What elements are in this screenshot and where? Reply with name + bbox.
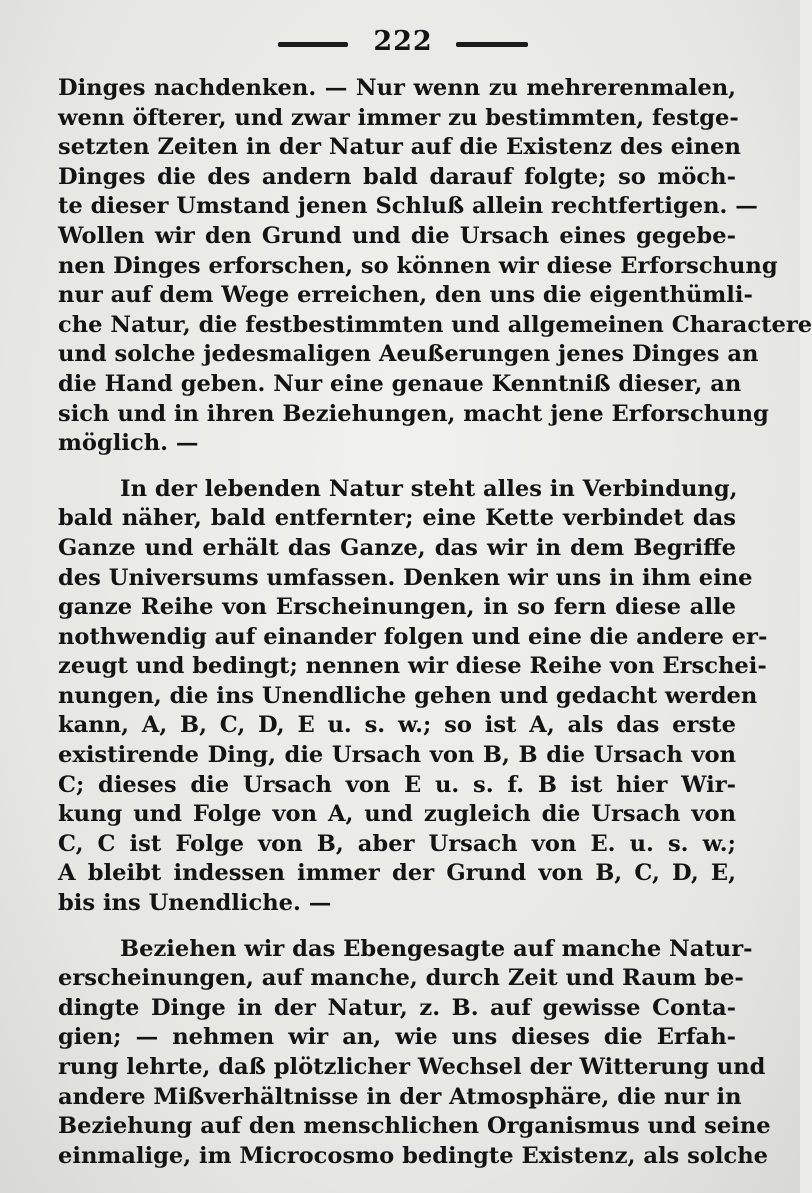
text-line: nothwendig auf einander folgen und eine die andere er- [58,623,768,650]
text-line: sich und in ihren Beziehungen, macht jene Erforschung [58,400,769,427]
text-line: kung und Folge von A, und zugleich die Ursach von [58,801,736,828]
text-line: dingte Dinge in der Natur, z. B. auf gewisse Conta- [58,994,736,1021]
text-line: kann, A, B, C, D, E u. s. w.; so ist A, als das erste [58,712,736,739]
text-line: bis ins Unendliche. — [58,890,332,917]
header-rule-left [278,42,348,47]
text-line: die Hand geben. Nur eine genaue Kenntniß dieser, an [58,370,742,397]
text-line: setzten Zeiten in der Natur auf die Existenz des einen [58,134,741,161]
text-line: nur auf dem Wege erreichen, den uns die eigenthümli- [58,282,753,309]
text-line: zeugt und bedingt; nennen wir diese Reihe von Erschei- [58,653,767,680]
text-line: A bleibt indessen immer der Grund von B, C, D, E, [58,860,736,887]
text-line: des Universums umfassen. Denken wir uns in ihm eine [58,564,753,591]
text-line: rung lehrte, daß plötzlicher Wechsel der Witterung und [58,1054,766,1080]
paragraph-gap [58,459,736,475]
text-line: Beziehung auf den menschlichen Organismus und seine [58,1113,771,1140]
text-line: C, C ist Folge von B, aber Ursach von E. u. s. w.; [58,830,736,857]
text-line: und solche jedesmaligen Aeußerungen jenes Dinges an [58,341,759,368]
text-line: Wollen wir den Grund und die Ursach eines gegebe- [58,222,736,249]
text-line: einmalige, im Microcosmo bedingte Existenz, als solche [58,1142,769,1169]
text-line: Ganze und erhält das Ganze, das wir in dem Begriffe [58,534,736,561]
page-number: 222 [373,26,433,57]
paragraph [58,935,771,1172]
text-line: bald näher, bald entfernter; eine Kette verbindet das [58,505,736,532]
text-line: In der lebenden Natur steht alles in Verbindung, [120,475,738,502]
text-line: möglich. — [58,430,199,457]
header-rule-right [456,42,528,47]
text-line: gien; — nehmen wir an, wie uns dieses die Erfah- [58,1024,736,1051]
text-line: ganze Reihe von Erscheinungen, in so fern diese alle [58,594,736,621]
text-line: andere Mißverhältnisse in der Atmosphäre, die nur in [58,1083,742,1110]
body-text [58,74,812,1171]
paragraph-gap [58,919,736,935]
text-line: erscheinungen, auf manche, durch Zeit und Raum be- [58,965,744,992]
text-line: Dinges nachdenken. — Nur wenn zu mehrerenmalen, [58,75,736,101]
text-line: wenn öfterer, und zwar immer zu bestimmten, festge- [58,104,739,131]
text-line: Dinges die des andern bald darauf folgte; so möch- [58,163,736,190]
text-line: nen Dinges erforschen, so können wir diese Erforschung [58,252,778,279]
text-line: nungen, die ins Unendliche gehen und gedacht werden [58,682,758,709]
text-line: Beziehen wir das Ebengesagte auf manche Natur- [120,935,753,962]
page-header [0,22,800,62]
text-line: C; dieses die Ursach von E u. s. f. B ist hier Wir- [58,771,736,798]
text-line: che Natur, die festbestimmten und allgemeinen Charactere [58,311,812,338]
text-line: existirende Ding, die Ursach von B, B die Ursach von [58,742,736,769]
paragraph [58,74,812,459]
text-line: te dieser Umstand jenen Schluß allein rechtfertigen. — [58,193,758,220]
paragraph [58,475,768,919]
